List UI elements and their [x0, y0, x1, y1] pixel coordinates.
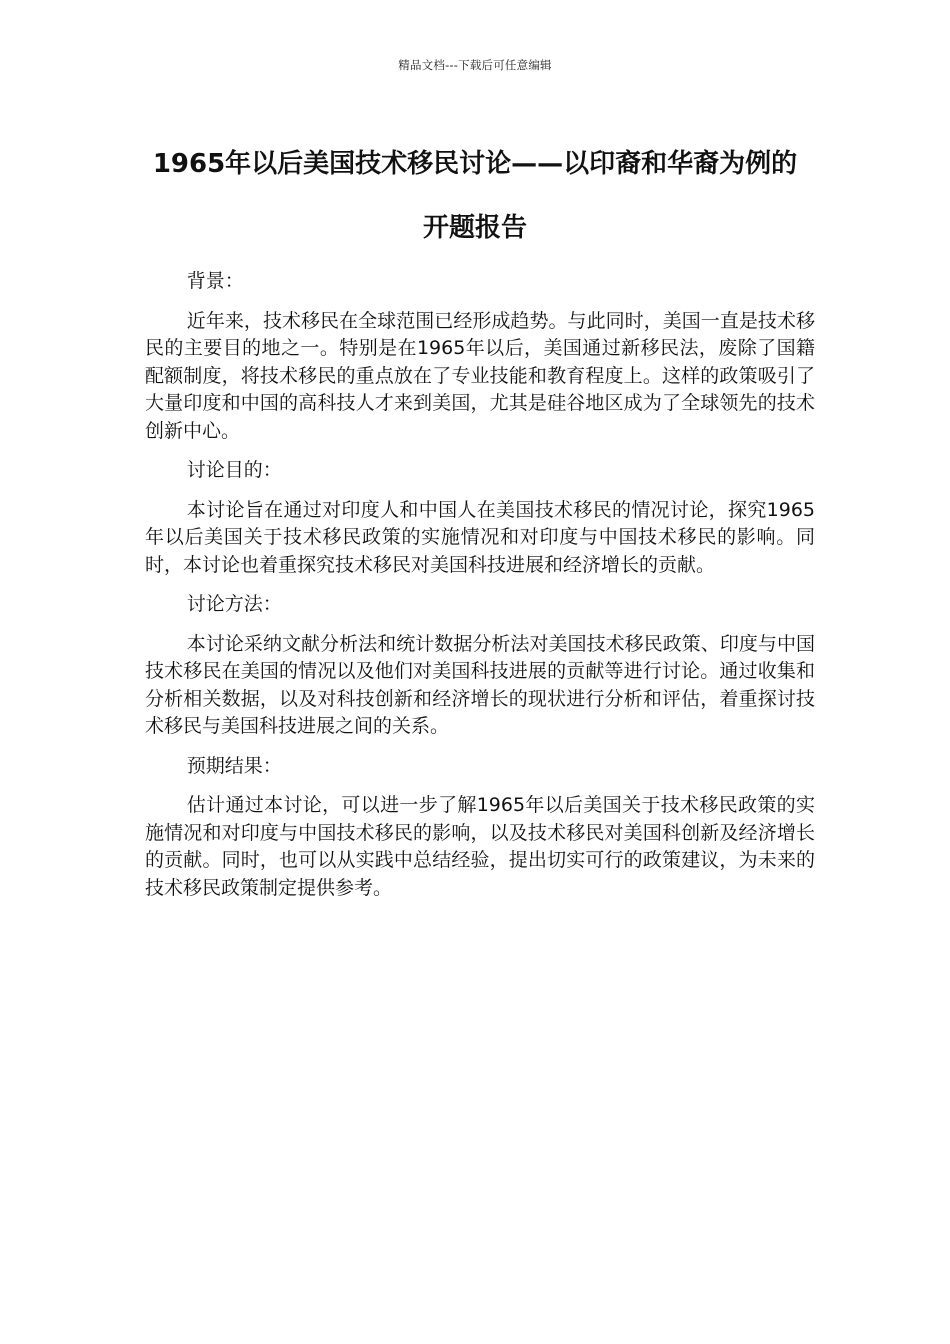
section-body-expected-results: 估计通过本讨论，可以进一步了解1965年以后美国关于技术移民政策的实施情况和对印度与中国技术移民的影响，以及技术移民对美国科创新及经济增长的贡献。同时，也可以从实践中总结经验，提出切实可行的政策建议，为未来的技术移民政策制定提供参考。 [145, 794, 815, 899]
document-body [145, 268, 815, 914]
section-heading-background: 背景： [186, 270, 244, 292]
section-heading-expected-results: 预期结果： [186, 754, 282, 777]
section-body-method: 本讨论采纳文献分析法和统计数据分析法对美国技术移民政策、印度与中国技术移民在美国的情况以及他们对美国科技进展的贡献等进行讨论。通过收集和分析相关数据，以及对科技创新和经济增长的现状进行分析和评估，着重探讨技术移民与美国科技进展之间的关系。 [145, 632, 815, 737]
header-note: 精品文档---下载后可任意编辑 [398, 58, 552, 72]
section-heading-method: 讨论方法： [186, 593, 282, 615]
document-title: 1965年以后美国技术移民讨论——以印裔和华裔为例的开题报告 [152, 149, 798, 243]
section-body-purpose: 本讨论旨在通过对印度人和中国人在美国技术移民的情况讨论，探究1965年以后美国关于技术移民政策的实施情况和对印度与中国技术移民的影响。同时，本讨论也着重探究技术移民对美国科技进展和经济增长的贡献。 [145, 498, 815, 576]
section-body-background: 近年来，技术移民在全球范围已经形成趋势。与此同时，美国一直是技术移民的主要目的地之一。特别是在1965年以后，美国通过新移民法，废除了国籍配额制度，将技术移民的重点放在了专业技能和教育程度上。这样的政策吸引了大量印度和中国的高科技人才来到美国，尤其是硅谷地区成为了全球领先的技术创新中心。 [145, 309, 815, 442]
section-heading-purpose: 讨论目的： [186, 459, 282, 481]
